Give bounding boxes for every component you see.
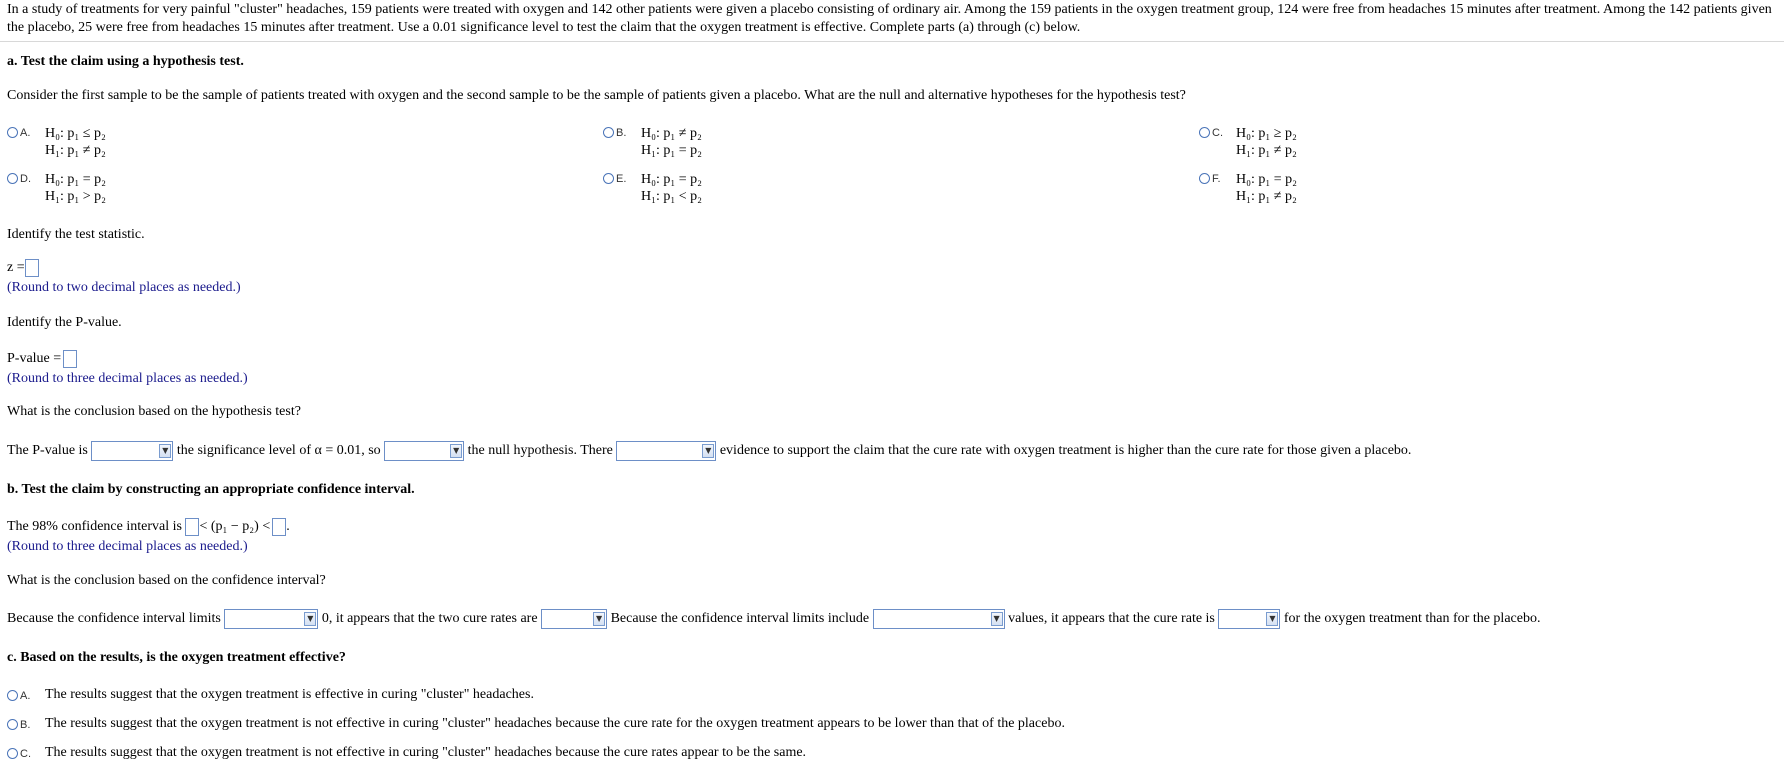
- part-c-option-b[interactable]: [7, 717, 30, 733]
- problem-statement: In a study of treatments for very painful "cluster" headaches, 159 patients were treated with oxygen and 142 other patients were given a placebo consisting of ordinary air. Among the 159 patients in the oxygen treatment group, 124 were free from headaches 15 minutes after treatment. Among the 142 patients given the placebo, 25 were free from headaches 15 minutes after treatment. Use a 0.01 significance level to test the claim that the oxygen treatment is effective. Complete parts (a) through (c) below.: [7, 2, 1772, 35]
- null-hypothesis: H₀: p₁ ≤ p₂: [45, 126, 106, 141]
- alt-hypothesis: H₁: p₁ < p₂: [641, 189, 703, 204]
- pvalue-comparison-dropdown[interactable]: [91, 441, 173, 461]
- pvalue-prompt: Identify the P-value.: [7, 315, 122, 330]
- option-letter: B.: [616, 127, 627, 139]
- chevron-down-icon: ▼: [1266, 612, 1278, 626]
- z-label: z =: [7, 260, 25, 276]
- chevron-down-icon: ▼: [450, 444, 462, 458]
- part-c-option-c[interactable]: [7, 746, 31, 762]
- radio-a[interactable]: [7, 127, 18, 138]
- option-f[interactable]: [1199, 171, 1221, 187]
- radio-c-a[interactable]: [7, 690, 18, 701]
- part-c-option-a[interactable]: [7, 688, 30, 704]
- ci-conclusion-text: Because the confidence interval limits: [7, 611, 221, 627]
- null-hypothesis: H₀: p₁ = p₂: [641, 172, 703, 187]
- ci-conclusion-text: 0, it appears that the two cure rates are: [321, 611, 538, 627]
- radio-c-b[interactable]: [7, 719, 18, 730]
- part-c-option-b-text: The results suggest that the oxygen treatment is not effective in curing "cluster" headaches because the cure rate for the oxygen treatment appears to be lower than that of the placebo.: [45, 716, 1065, 731]
- part-a-heading: a. Test the claim using a hypothesis test.: [7, 54, 244, 69]
- option-a[interactable]: [7, 125, 30, 141]
- null-hypothesis: H₀: p₁ = p₂: [1236, 172, 1298, 187]
- option-d[interactable]: [7, 171, 31, 187]
- chevron-down-icon: ▼: [991, 612, 1003, 626]
- alt-hypothesis: H₁: p₁ ≠ p₂: [1236, 189, 1297, 204]
- pvalue-answer-row: [7, 350, 77, 368]
- ci-conclusion-row: [7, 609, 1540, 629]
- ci-upper-input[interactable]: [272, 518, 286, 536]
- pvalue-label: P-value =: [7, 351, 62, 367]
- option-letter: E.: [616, 173, 627, 185]
- radio-e[interactable]: [603, 173, 614, 184]
- option-e-hypotheses: [641, 171, 702, 205]
- option-c-hypotheses: [1236, 125, 1297, 159]
- option-b-hypotheses: [641, 125, 702, 159]
- radio-c[interactable]: [1199, 127, 1210, 138]
- option-d-hypotheses: [45, 171, 106, 205]
- ci-end: .: [286, 519, 290, 535]
- radio-f[interactable]: [1199, 173, 1210, 184]
- ci-rounding-note: (Round to three decimal places as needed.): [7, 539, 248, 554]
- test-statistic-prompt: Identify the test statistic.: [7, 227, 145, 242]
- limits-values-dropdown[interactable]: [873, 609, 1005, 629]
- chevron-down-icon: ▼: [159, 444, 171, 458]
- chevron-down-icon: ▼: [702, 444, 714, 458]
- divider: [0, 41, 1784, 42]
- null-decision-dropdown[interactable]: [384, 441, 464, 461]
- cure-rate-comparison-dropdown[interactable]: [1218, 609, 1280, 629]
- null-hypothesis: H₀: p₁ ≥ p₂: [1236, 126, 1297, 141]
- conclusion-text: The P-value is: [7, 443, 88, 459]
- evidence-dropdown[interactable]: [616, 441, 716, 461]
- option-letter: A.: [20, 127, 31, 139]
- option-c[interactable]: [1199, 125, 1223, 141]
- option-f-hypotheses: [1236, 171, 1297, 205]
- radio-d[interactable]: [7, 173, 18, 184]
- option-letter: C.: [1212, 127, 1223, 139]
- cure-rates-dropdown[interactable]: [541, 609, 607, 629]
- option-e[interactable]: [603, 171, 626, 187]
- part-c-heading: c. Based on the results, is the oxygen treatment effective?: [7, 650, 346, 665]
- ci-conclusion-text: for the oxygen treatment than for the placebo.: [1283, 611, 1541, 627]
- hypothesis-conclusion-row: [7, 441, 1411, 461]
- pvalue-rounding-note: (Round to three decimal places as needed.): [7, 371, 248, 386]
- ci-lower-input[interactable]: [185, 518, 199, 536]
- conclusion-text: evidence to support the claim that the cure rate with oxygen treatment is higher than the cure rate for those given a placebo.: [719, 443, 1412, 459]
- hypotheses-question: Consider the first sample to be the sample of patients treated with oxygen and the second sample to be the sample of patients given a placebo. What are the null and alternative hypotheses for the hypothesis test?: [7, 88, 1186, 103]
- pvalue-input[interactable]: [63, 350, 77, 368]
- conclusion-text: the null hypothesis. There: [467, 443, 613, 459]
- alt-hypothesis: H₁: p₁ ≠ p₂: [1236, 143, 1297, 158]
- part-c-option-c-text: The results suggest that the oxygen treatment is not effective in curing "cluster" headaches because the cure rates appear to be the same.: [45, 745, 807, 760]
- ci-middle: < (p₁ − p₂) <: [199, 519, 271, 535]
- radio-c-c[interactable]: [7, 748, 18, 759]
- part-b-heading: b. Test the claim by constructing an appropriate confidence interval.: [7, 482, 415, 497]
- z-rounding-note: (Round to two decimal places as needed.): [7, 280, 241, 295]
- part-c-option-a-text: The results suggest that the oxygen treatment is effective in curing "cluster" headaches.: [45, 687, 534, 702]
- option-letter: A.: [20, 690, 31, 702]
- radio-b[interactable]: [603, 127, 614, 138]
- hypothesis-conclusion-prompt: What is the conclusion based on the hypothesis test?: [7, 404, 301, 419]
- ci-conclusion-text: Because the confidence interval limits include: [610, 611, 870, 627]
- alt-hypothesis: H₁: p₁ = p₂: [641, 143, 703, 158]
- ci-label: The 98% confidence interval is: [7, 519, 182, 535]
- z-answer-row: [7, 259, 39, 277]
- option-letter: D.: [20, 173, 31, 185]
- option-a-hypotheses: [45, 125, 106, 159]
- ci-limits-dropdown[interactable]: [224, 609, 318, 629]
- null-hypothesis: H₀: p₁ ≠ p₂: [641, 126, 702, 141]
- chevron-down-icon: ▼: [593, 612, 605, 626]
- conclusion-text: the significance level of α = 0.01, so: [176, 443, 381, 459]
- ci-conclusion-text: values, it appears that the cure rate is: [1008, 611, 1215, 627]
- option-b[interactable]: [603, 125, 626, 141]
- option-letter: B.: [20, 719, 31, 731]
- z-input[interactable]: [25, 259, 39, 277]
- option-letter: C.: [20, 748, 31, 760]
- chevron-down-icon: ▼: [304, 612, 316, 626]
- alt-hypothesis: H₁: p₁ > p₂: [45, 189, 107, 204]
- null-hypothesis: H₀: p₁ = p₂: [45, 172, 107, 187]
- alt-hypothesis: H₁: p₁ ≠ p₂: [45, 143, 106, 158]
- ci-conclusion-prompt: What is the conclusion based on the confidence interval?: [7, 573, 326, 588]
- option-letter: F.: [1212, 173, 1221, 185]
- confidence-interval-row: [7, 518, 290, 536]
